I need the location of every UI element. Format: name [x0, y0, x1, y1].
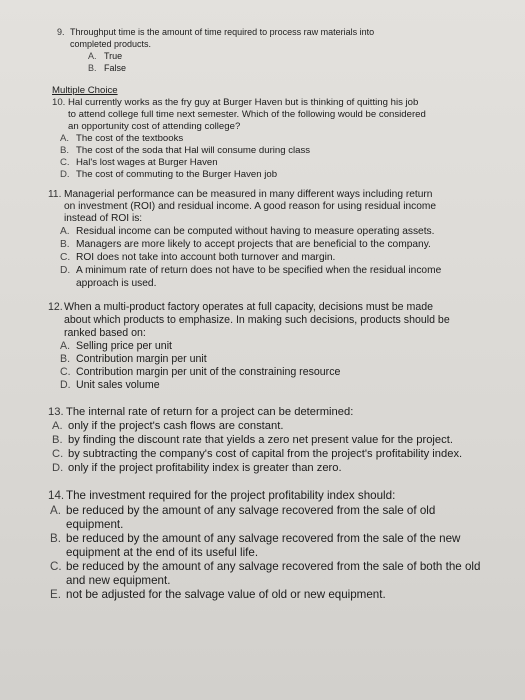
option-text-continued: approach is used.: [76, 278, 157, 289]
question-number: 14.: [48, 489, 65, 502]
option-text-continued: equipment at the end of its useful life.: [66, 546, 259, 559]
option-letter: A.: [52, 420, 63, 432]
option-text: True: [104, 51, 123, 61]
question-stem-line: to attend college full time next semester. Which of the following would be considered: [68, 109, 426, 120]
option-letter: D.: [60, 169, 70, 180]
option-letter: D.: [60, 265, 71, 276]
option-text: not be adjusted for the salvage value of old or new equipment.: [66, 588, 386, 601]
question-stem-line: Hal currently works as the fry guy at Burger Haven but is thinking of quitting his job: [68, 97, 419, 108]
option-letter: C.: [50, 560, 62, 573]
option-letter: A.: [88, 51, 97, 61]
option-letter: C.: [60, 366, 71, 378]
option-text: be reduced by the amount of any salvage recovered from the sale of the new: [66, 532, 461, 545]
option-text: Residual income can be computed without having to measure operating assets.: [76, 226, 435, 237]
option-letter: B.: [60, 353, 71, 365]
question-stem-line: ranked based on:: [64, 327, 146, 339]
question-number: 10.: [52, 97, 66, 108]
option-text-continued: equipment.: [66, 518, 124, 531]
option-letter: D.: [52, 462, 64, 474]
option-letter: C.: [52, 448, 64, 460]
option-letter: D.: [60, 379, 71, 391]
option-letter: A.: [60, 133, 70, 144]
option-letter: C.: [60, 157, 70, 168]
question-number: 9.: [57, 27, 65, 37]
option-text: The cost of the textbooks: [76, 133, 184, 144]
option-text: Hal's lost wages at Burger Haven: [76, 157, 218, 168]
option-text: A minimum rate of return does not have to be specified when the residual income: [76, 265, 442, 276]
option-letter: E.: [50, 588, 61, 601]
option-letter: A.: [60, 340, 71, 352]
option-letter: B.: [88, 63, 97, 73]
option-text: be reduced by the amount of any salvage recovered from the sale of both the old: [66, 560, 481, 573]
question-stem-line: completed products.: [70, 39, 152, 49]
option-text: only if the project's cash flows are constant.: [68, 420, 284, 432]
section-heading: Multiple Choice: [52, 85, 118, 96]
option-text: by finding the discount rate that yields a zero net present value for the project.: [68, 434, 453, 446]
question-number: 11.: [48, 189, 62, 200]
question-stem-line: instead of ROI is:: [64, 213, 143, 224]
option-text: Unit sales volume: [76, 379, 160, 391]
option-letter: B.: [52, 434, 63, 446]
option-letter: B.: [60, 145, 70, 156]
option-text: The cost of the soda that Hal will consume during class: [76, 145, 311, 156]
question-stem-line: an opportunity cost of attending college?: [68, 121, 241, 132]
option-text: Selling price per unit: [76, 340, 172, 352]
option-letter: B.: [50, 532, 61, 545]
option-letter: C.: [60, 252, 71, 263]
option-text: by subtracting the company's cost of capital from the project's profitability index.: [68, 448, 463, 460]
option-text: Contribution margin per unit of the constraining resource: [76, 366, 341, 378]
option-text-continued: and new equipment.: [66, 574, 171, 587]
question-stem-line: about which products to emphasize. In making such decisions, products should be: [64, 314, 450, 326]
option-text: be reduced by the amount of any salvage recovered from the sale of old: [66, 504, 436, 517]
question-stem-line: Managerial performance can be measured in many different ways including return: [64, 189, 433, 200]
question-stem-line: The internal rate of return for a project can be determined:: [66, 406, 354, 418]
option-text: ROI does not take into account both turnover and margin.: [76, 252, 336, 263]
question-number: 12.: [48, 301, 63, 313]
question-stem-line: The investment required for the project profitability index should:: [66, 489, 396, 502]
option-letter: A.: [50, 504, 61, 517]
option-text: False: [104, 63, 127, 73]
option-letter: A.: [60, 226, 70, 237]
question-stem-line: on investment (ROI) and residual income. A good reason for using residual income: [64, 201, 437, 212]
option-text: The cost of commuting to the Burger Haven job: [76, 169, 278, 180]
option-text: Contribution margin per unit: [76, 353, 207, 365]
question-number: 13.: [48, 406, 64, 418]
question-stem-line: When a multi-product factory operates at full capacity, decisions must be made: [64, 301, 433, 313]
question-stem-line: Throughput time is the amount of time required to process raw materials into: [70, 27, 375, 37]
option-text: Managers are more likely to accept projects that are beneficial to the company.: [76, 239, 431, 250]
option-letter: B.: [60, 239, 70, 250]
option-text: only if the project profitability index is greater than zero.: [68, 462, 342, 474]
